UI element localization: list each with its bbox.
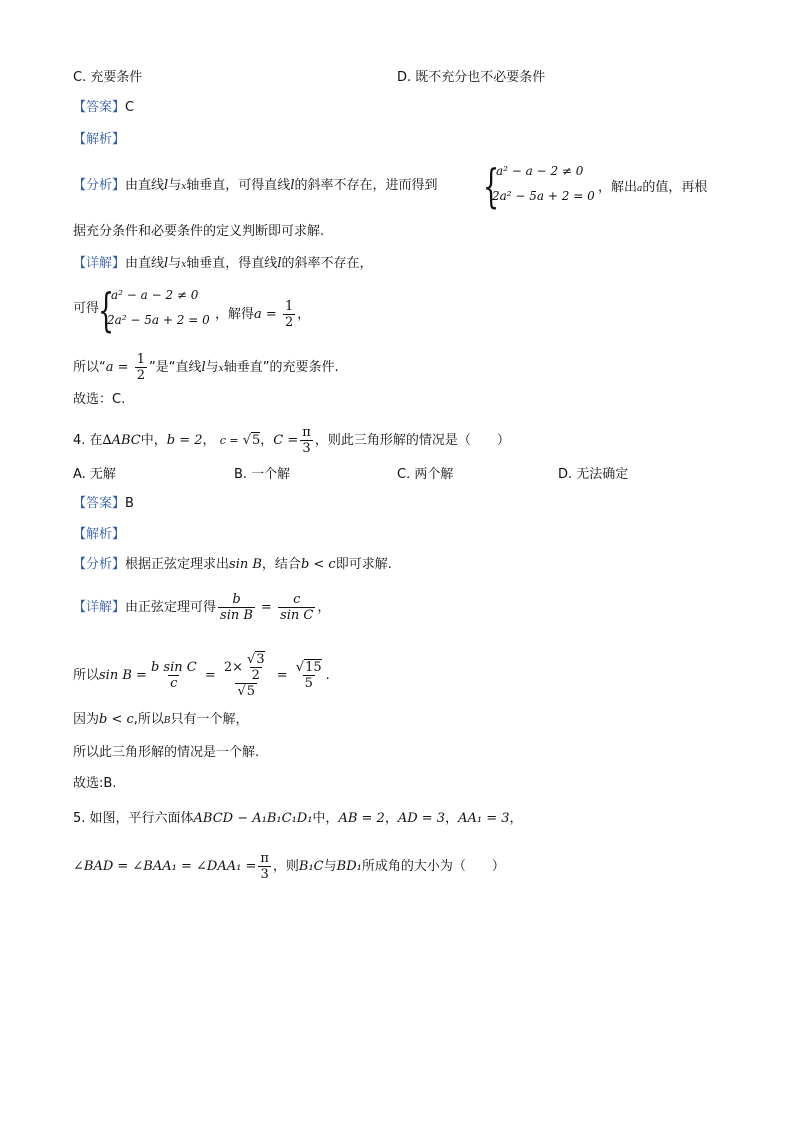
fraction-pi-over-3 [258,851,271,882]
text: 与 [168,256,182,271]
numerator: 1 [136,352,145,367]
numerator: b sin C [150,660,197,675]
parallelepiped: ABCD − A₁B₁C₁D₁ [193,811,313,826]
numerator: π [260,851,269,866]
text: 由直线 [125,178,165,193]
var-x: x [181,260,187,270]
q3-choose: 故选：C. [73,392,126,407]
sqrt5: √5 [237,684,256,699]
fraction-pi-over-3 [300,425,313,456]
text: 中， [312,811,339,826]
text: 所以 [73,668,100,683]
var-l: l [164,178,169,193]
text: 轴垂直”的充要条件. [223,360,339,375]
AD-eq: AD = 3 [397,811,446,826]
var-l: l [164,256,169,271]
text: ， [260,433,274,448]
text: ， [297,307,311,322]
angles-eq: ∠BAD = ∠BAA₁ = ∠DAA₁ = [73,859,257,874]
c-eq: c = [219,434,239,447]
brace-icon: { [98,283,115,337]
q3-kede-label: 可得 [73,301,100,316]
q3-suoyi-line: 所以“a = $\frac{1}{2}$ ”是“直线l与x轴垂直”的充要条件. [73,352,339,383]
q4-xiangjie-line: 【详解】由正弦定理可得 $\frac{b}{\text{sin B}}$ = $\frac{c}{\text{sin C}}$ ， [73,592,331,623]
var-a: a [105,360,114,375]
system-eq-2: 2a² − 5a + 2 = 0 [107,313,210,327]
fraction-bsinC-over-c [149,660,199,691]
text: ， [202,433,216,448]
q3-option-c: C. 充要条件 [73,70,143,85]
text: 与 [205,360,219,375]
sqrt5: √5 [242,433,261,448]
fraction-c-over-sinC [278,592,315,623]
radicand: 3 [256,652,265,667]
text: 根据正弦定理求出 [125,557,230,572]
q4-choose: 故选:B. [73,776,117,791]
sinB: sin B [229,557,262,572]
fraction-sqrt3-over-2 [245,652,267,683]
q3-fenxi-tail [598,176,707,195]
b-less-c: b < c [99,712,134,727]
jiexi-tag: 【解析】 [73,527,126,542]
q5-stem-line2 [73,851,505,882]
q4-option-b: B. 一个解 [234,467,291,482]
B1C: B₁C [298,859,324,874]
var-l: l [277,256,282,271]
var-x: x [181,182,187,192]
fenxi-tag: 【分析】 [73,178,126,193]
text: . [325,668,330,683]
text: 的斜率不存在，进而得到 [294,178,438,193]
radicand: 15 [305,660,322,675]
sinB-eq: sin B = [99,668,147,683]
text: ”是“直线 [148,360,202,375]
q4-option-c: C. 两个解 [397,467,454,482]
var-l: l [290,178,295,193]
text: 4. 在 [73,433,103,448]
q4-option-a: A. 无解 [73,467,116,482]
b-less-c: b < c [300,557,336,572]
denominator: 2 [136,368,145,383]
denominator: 5 [304,676,313,691]
text: 所成角的大小为（ ） [361,859,505,874]
radicand: 5 [252,433,261,448]
var-l: l [201,360,206,375]
text: ,所以 [133,712,164,727]
text: 由正弦定理可得 [125,600,217,615]
text: 中， [140,433,167,448]
radicand: 5 [246,684,256,699]
text: ，则此三角形解的情况是（ ） [314,433,510,448]
BD1: BD₁ [336,859,362,874]
var-x: x [218,364,224,374]
text: 只有一个解， [170,712,249,727]
text: ， [509,811,523,826]
text: ，解出 [598,180,638,195]
C-eq: C = [273,433,299,448]
q3-jiede: ，解得a = $\frac{1}{2}$ ， [215,299,311,330]
q4-because-line [73,710,249,731]
text: 轴垂直，得直线 [186,256,278,271]
AB-eq: AB = 2 [338,811,385,826]
fraction-sqrt15-over-5 [294,660,324,691]
answer-tag: 【答案】 [73,496,126,511]
text: 与 [168,178,182,193]
system-eq-2: 2a² − 5a + 2 = 0 [492,189,595,203]
numerator: c [293,592,301,607]
text: 因为 [73,712,100,727]
text: 轴垂直，可得直线 [186,178,291,193]
q3-option-d: D. 既不充分也不必要条件 [397,70,546,85]
denominator: 2 [284,315,294,330]
text: 5. 如图，平行六面体 [73,811,194,826]
fraction-one-half [283,299,295,330]
b-eq: b = 2 [166,433,203,448]
triangle-abc: ∆ABC [102,433,141,448]
numerator: π [302,425,311,440]
q4-answer-line [73,494,134,514]
text: 所以“ [73,360,106,375]
text: 的斜率不存在， [281,256,373,271]
q4-sinB-derivation: 所以sin B = $\frac{\text{b sin C}}{c}$ = 2× $\frac{√3}{2}$ √5 = $\frac{√15}{5}$ . [73,652,330,699]
jiexi-tag: 【解析】 [73,132,126,147]
q5-stem-line1 [73,809,523,829]
q4-conclusion: 所以此三角形解的情况是一个解. [73,745,260,760]
var-B: B [163,716,171,726]
text: ，结合 [261,557,301,572]
q3-jiexi-line [73,130,125,150]
denominator: 3 [302,441,311,456]
q4-option-d: D. 无法确定 [558,467,629,482]
AA1-eq: AA₁ = 3 [458,811,510,826]
text: 的值，再根 [642,180,708,195]
denominator: 3 [260,867,269,882]
brace-icon: { [483,159,500,213]
text: ， [384,811,398,826]
sqrt3: √3 [247,652,265,667]
q4-jiexi-line [73,525,125,545]
text: ，则 [272,859,299,874]
answer-value: B [125,496,134,511]
text: 即可求解. [335,557,392,572]
fenxi-tag: 【分析】 [73,557,126,572]
numerator: b [232,592,241,607]
q4-stem [73,425,510,456]
text: ，解得 [215,307,255,322]
text: 与 [323,859,337,874]
text: ， [445,811,459,826]
fraction-b-over-sinB [218,592,255,623]
denominator: c [170,676,178,691]
q3-fenxi-line2: 据充分条件和必要条件的定义判断即可求解. [73,224,325,239]
fraction-one-half [135,352,147,383]
fraction-big [222,652,271,699]
text: 2× [223,660,244,675]
xiangjie-tag: 【详解】 [73,600,126,615]
numerator: 1 [284,299,294,314]
answer-tag: 【答案】 [73,100,126,115]
var-a: a [637,184,643,194]
xiangjie-tag: 【详解】 [73,256,126,271]
q3-xiangjie-line [73,254,373,275]
denominator: sin C [280,608,314,623]
var-a: a [254,307,262,322]
q4-fenxi-line [73,555,392,575]
denominator: 2 [251,668,260,683]
q3-fenxi-line [73,176,438,197]
text: ， [317,600,331,615]
system-eq-1: a² − a − 2 ≠ 0 [496,164,584,178]
system-eq-1: a² − a − 2 ≠ 0 [111,288,199,302]
sqrt15: √15 [295,660,322,675]
answer-value: C [125,100,135,115]
denominator: sin B [220,608,253,623]
q3-answer-line [73,98,134,118]
text: 由直线 [125,256,165,271]
